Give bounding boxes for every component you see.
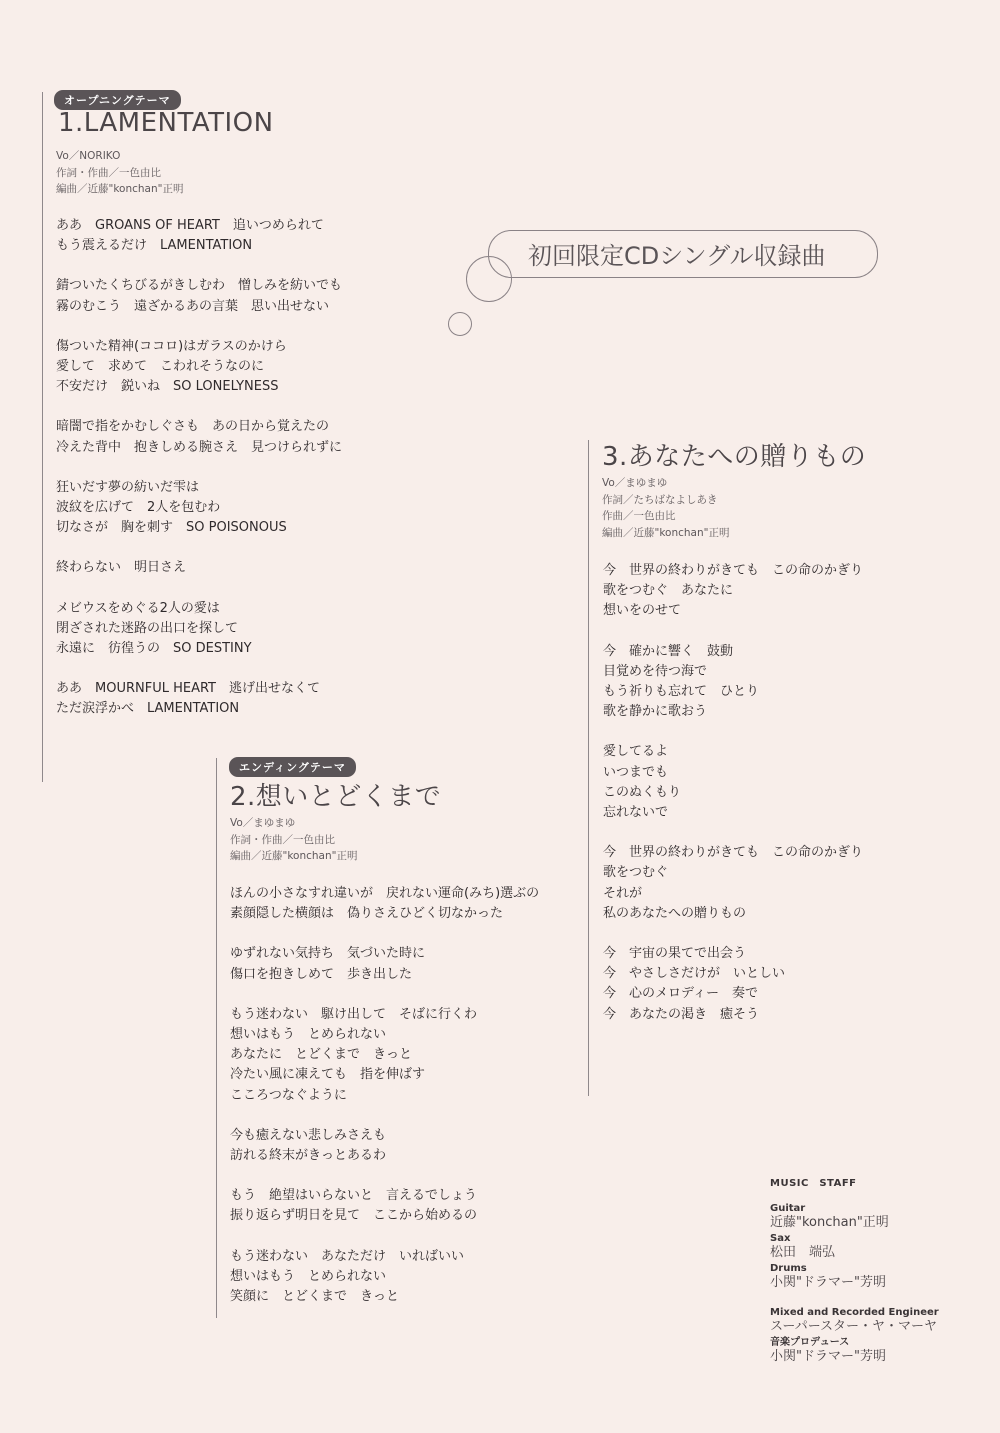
credit-line: Vo／まゆまゆ	[602, 477, 668, 489]
lyric-line: メビウスをめぐる2人の愛は	[56, 600, 220, 616]
staff-role: 音楽プロデュース	[770, 1337, 850, 1348]
decor-circle-small	[448, 312, 472, 336]
lyric-line: 暗闇で指をかむしぐさも あの日から覚えたの	[56, 419, 330, 435]
lyric-line: それが	[603, 885, 643, 901]
lyric-line: 錆ついたくちびるがきしむわ 憎しみを紡いでも	[56, 278, 343, 294]
credit-line: 作詞・作曲／一色由比	[56, 166, 161, 179]
song-2-lyrics	[230, 884, 539, 1307]
music-staff	[770, 1174, 939, 1367]
lyric-line: 愛して 求めて こわれそうなのに	[56, 359, 265, 375]
lyric-line: 今 確かに響く 鼓動	[603, 643, 734, 659]
song-2-title: 2.想いとどくまで	[230, 782, 442, 812]
credit-line: 作曲／一色由比	[602, 510, 676, 522]
music-staff-heading: MUSIC STAFF	[770, 1178, 857, 1189]
lyric-line: 不安だけ 鋭いね SO LONELYNESS	[56, 379, 279, 395]
lyric-line: 想いはもう とめられない	[230, 1027, 387, 1043]
lyric-line: もう震えるだけ LAMENTATION	[56, 238, 253, 254]
lyric-line: 永遠に 彷徨うの SO DESTINY	[56, 641, 252, 657]
staff-name: 松田 端弘	[770, 1245, 836, 1260]
song-1-lyrics	[56, 216, 342, 720]
song-1-divider	[42, 92, 43, 782]
lyric-line: もう祈りも忘れて ひとり	[603, 684, 760, 700]
lyric-line: 傷ついた精神(ココロ)はガラスのかけら	[56, 338, 287, 354]
lyric-line: もう迷わない 駆け出して そばに行くわ	[230, 1006, 478, 1022]
staff-name: 小関"ドラマー"芳明	[770, 1349, 886, 1364]
song-2-credits	[230, 815, 357, 865]
cd-header-title: 初回限定CDシングル収録曲	[528, 242, 826, 270]
staff-role: Guitar	[770, 1203, 806, 1214]
lyric-line: ほんの小さなすれ違いが 戻れない運命(みち)選ぶの	[230, 886, 540, 901]
song-3-credits	[602, 475, 729, 541]
credit-line: Vo／NORIKO	[56, 150, 121, 162]
lyric-line: 閉ざされた迷路の出口を探して	[56, 620, 239, 636]
staff-name: スーパースター・ヤ・マーヤ	[770, 1319, 938, 1334]
staff-name: 近藤"konchan"正明	[770, 1215, 889, 1230]
lyric-line: 今も癒えない悲しみさえも	[230, 1127, 387, 1143]
song-2-divider	[216, 758, 217, 1318]
lyric-line: 切なさが 胸を刺す SO POISONOUS	[56, 520, 287, 536]
lyric-line: 想いをのせて	[603, 603, 682, 619]
lyric-line: 笑顔に とどくまで きっと	[230, 1289, 400, 1305]
song-3-divider	[588, 440, 589, 1096]
lyric-line: 波紋を広げて 2人を包むわ	[56, 500, 221, 516]
lyric-line: ああ MOURNFUL HEART 逃げ出せなくて	[56, 681, 320, 697]
credit-line: Vo／まゆまゆ	[230, 817, 296, 829]
lyric-line: 冷えた背中 抱きしめる腕さえ 見つけられずに	[56, 439, 343, 455]
lyric-line: 今 あなたの渇き 癒そう	[603, 1006, 760, 1022]
lyric-line: ああ GROANS OF HEART 追いつめられて	[56, 218, 324, 233]
lyric-line: 私のあなたへの贈りもの	[603, 905, 747, 921]
credit-line: 編曲／近藤"konchan"正明	[56, 183, 184, 195]
decor-circle-large	[466, 256, 512, 302]
lyric-line: このぬくもり	[603, 784, 682, 800]
song-3-title: 3.あなたへの贈りもの	[602, 442, 867, 472]
lyric-line: 訪れる終末がきっとあるわ	[230, 1148, 387, 1164]
song-1-badge: オープニングテーマ	[54, 90, 181, 110]
credit-line: 編曲／近藤"konchan"正明	[230, 850, 358, 862]
lyric-line: 歌をつむぐ	[603, 865, 669, 881]
lyric-line: 素顔隠した横顔は 偽りさえひどく切なかった	[230, 906, 504, 922]
song-2-badge: エンディングテーマ	[229, 757, 356, 777]
lyric-line: 今 心のメロディー 奏で	[603, 986, 758, 1002]
song-1-credits	[56, 148, 183, 198]
lyric-line: ただ涙浮かべ LAMENTATION	[56, 701, 240, 717]
lyric-line: 歌を静かに歌おう	[603, 704, 708, 720]
lyric-line: 霧のむこう 遠ざかるあの言葉 思い出せない	[56, 298, 330, 314]
lyric-line: 傷口を抱きしめて 歩き出した	[230, 966, 413, 982]
lyric-line: 今 世界の終わりがきても この命のかぎり	[603, 563, 864, 578]
credit-line: 作詞／たちばなよしあき	[602, 493, 718, 506]
lyric-line: 終わらない 明日さえ	[56, 560, 187, 576]
credit-line: 編曲／近藤"konchan"正明	[602, 526, 730, 539]
lyric-line: 冷たい風に凍えても 指を伸ばす	[230, 1067, 426, 1083]
staff-name: 小関"ドラマー"芳明	[770, 1275, 886, 1290]
song-3-lyrics	[603, 561, 863, 1025]
lyric-line: 今 世界の終わりがきても この命のかぎり	[603, 845, 864, 861]
credit-line: 作詞・作曲／一色由比	[230, 833, 335, 846]
lyric-line: いつまでも	[603, 764, 669, 780]
lyric-line: もう 絶望はいらないと 言えるでしょう	[230, 1188, 477, 1204]
lyric-line: こころつなぐように	[230, 1087, 347, 1103]
lyric-line: 忘れないで	[603, 805, 669, 821]
staff-role: Drums	[770, 1263, 807, 1274]
staff-role: Sax	[770, 1233, 791, 1244]
lyric-line: あなたに とどくまで きっと	[230, 1047, 413, 1063]
lyric-line: 目覚めを待つ海で	[603, 663, 708, 679]
song-1-title: 1.LAMENTATION	[58, 108, 274, 138]
lyric-line: 今 宇宙の果てで出会う	[603, 946, 747, 962]
lyric-line: 歌をつむぐ あなたに	[603, 583, 734, 599]
lyric-line: 愛してるよ	[603, 744, 669, 760]
lyric-line: もう迷わない あなただけ いればいい	[230, 1248, 465, 1264]
lyric-line: 今 やさしさだけが いとしい	[603, 966, 786, 982]
staff-role: Mixed and Recorded Engineer	[770, 1307, 939, 1318]
lyric-line: 振り返らず明日を見て ここから始めるの	[230, 1208, 478, 1224]
lyric-line: ゆずれない気持ち 気づいた時に	[230, 946, 426, 962]
lyric-line: 狂いだす夢の紡いだ雫は	[56, 479, 200, 495]
lyric-line: 想いはもう とめられない	[230, 1268, 387, 1284]
